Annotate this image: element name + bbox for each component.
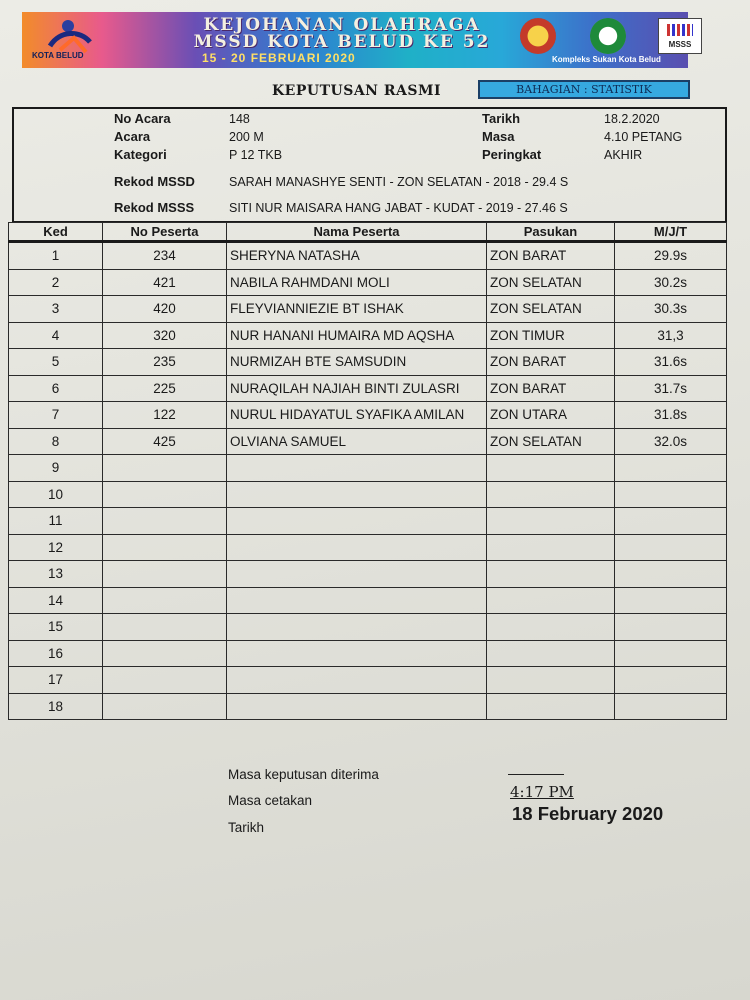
column-header-nama-peserta: Nama Peserta [227, 223, 487, 242]
acara-value: 200 M [229, 130, 264, 144]
participant-name-cell: OLVIANA SAMUEL [227, 428, 487, 455]
rekod-msss-value: SITI NUR MAISARA HANG JABAT - KUDAT - 2019 - 27.46 S [229, 201, 568, 215]
event-banner [22, 12, 692, 68]
peringkat-value: AKHIR [604, 148, 643, 162]
masa-value: 4.10 PETANG [604, 130, 683, 144]
rank-cell: 2 [9, 269, 103, 296]
table-row [9, 375, 727, 402]
time-cell [615, 667, 727, 694]
participant-name-cell [227, 455, 487, 482]
participant-number-cell [103, 587, 227, 614]
rank-cell: 6 [9, 375, 103, 402]
participant-number-cell: 420 [103, 296, 227, 323]
participant-number-cell: 225 [103, 375, 227, 402]
column-header-pasukan: Pasukan [487, 223, 615, 242]
table-row [9, 481, 727, 508]
rank-cell: 7 [9, 402, 103, 429]
time-cell: 30.3s [615, 296, 727, 323]
rank-cell: 17 [9, 667, 103, 694]
state-seal-icon [520, 18, 556, 54]
team-cell [487, 587, 615, 614]
table-row [9, 667, 727, 694]
participant-number-cell [103, 693, 227, 720]
rank-cell: 10 [9, 481, 103, 508]
received-time-label: Masa keputusan diterima [228, 767, 379, 782]
team-cell [487, 481, 615, 508]
rank-cell: 9 [9, 455, 103, 482]
rank-cell: 16 [9, 640, 103, 667]
participant-name-cell [227, 587, 487, 614]
received-time-blank-line [508, 774, 564, 775]
time-cell: 31,3 [615, 322, 727, 349]
msss-flag-icon [667, 24, 693, 36]
banner-title-line1: KEJOHANAN OLAHRAGA [203, 15, 481, 35]
no-acara-label: No Acara [114, 111, 171, 126]
time-cell: 29.9s [615, 242, 727, 270]
time-cell: 32.0s [615, 428, 727, 455]
table-row [9, 534, 727, 561]
participant-name-cell [227, 561, 487, 588]
participant-number-cell: 122 [103, 402, 227, 429]
team-cell: ZON TIMUR [487, 322, 615, 349]
team-cell: ZON SELATAN [487, 428, 615, 455]
printed-time-value: 4:17 PM [510, 783, 574, 801]
banner-dates: 15 - 20 FEBRUARI 2020 [202, 51, 356, 65]
table-row [9, 455, 727, 482]
kategori-value: P 12 TKB [229, 148, 283, 162]
date-value: 18 February 2020 [512, 803, 664, 824]
team-cell: ZON SELATAN [487, 269, 615, 296]
team-cell: ZON UTARA [487, 402, 615, 429]
participant-number-cell [103, 667, 227, 694]
participant-name-cell [227, 614, 487, 641]
team-cell: ZON BARAT [487, 375, 615, 402]
team-cell [487, 640, 615, 667]
participant-name-cell: NURMIZAH BTE SAMSUDIN [227, 349, 487, 376]
peringkat-label: Peringkat [482, 147, 542, 162]
printed-time-label: Masa cetakan [228, 793, 313, 808]
rank-cell: 15 [9, 614, 103, 641]
table-row [9, 428, 727, 455]
rank-cell: 13 [9, 561, 103, 588]
team-cell: ZON BARAT [487, 242, 615, 270]
section-badge: BAHAGIAN : STATISTIK [478, 80, 690, 99]
time-cell: 31.7s [615, 375, 727, 402]
team-cell [487, 693, 615, 720]
column-header-no-peserta: No Peserta [103, 223, 227, 242]
time-cell [615, 561, 727, 588]
table-row [9, 322, 727, 349]
table-row [9, 402, 727, 429]
event-info-box [12, 107, 727, 223]
time-cell: 31.8s [615, 402, 727, 429]
participant-number-cell [103, 561, 227, 588]
participant-name-cell: NABILA RAHMDANI MOLI [227, 269, 487, 296]
team-cell [487, 614, 615, 641]
table-row [9, 640, 727, 667]
participant-number-cell [103, 455, 227, 482]
rekod-mssd-label: Rekod MSSD [114, 174, 195, 189]
participant-name-cell [227, 534, 487, 561]
rank-cell: 3 [9, 296, 103, 323]
column-header-ked: Ked [9, 223, 103, 242]
participant-name-cell [227, 693, 487, 720]
participant-number-cell: 320 [103, 322, 227, 349]
tarikh-value: 18.2.2020 [604, 112, 660, 126]
participant-name-cell: FLEYVIANNIEZIE BT ISHAK [227, 296, 487, 323]
participant-name-cell [227, 640, 487, 667]
rank-cell: 14 [9, 587, 103, 614]
participant-number-cell: 235 [103, 349, 227, 376]
time-cell [615, 587, 727, 614]
time-cell [615, 640, 727, 667]
acara-label: Acara [114, 129, 151, 144]
participant-name-cell [227, 508, 487, 535]
table-row [9, 587, 727, 614]
participant-name-cell [227, 667, 487, 694]
table-row [9, 561, 727, 588]
page-title: KEPUTUSAN RASMI [272, 83, 441, 99]
participant-name-cell: NUR HANANI HUMAIRA MD AQSHA [227, 322, 487, 349]
participant-number-cell: 421 [103, 269, 227, 296]
team-cell [487, 455, 615, 482]
time-cell [615, 614, 727, 641]
participant-number-cell [103, 481, 227, 508]
rekod-mssd-value: SARAH MANASHYE SENTI - ZON SELATAN - 2018 - 29.4 S [229, 175, 569, 189]
tarikh-label: Tarikh [482, 111, 521, 126]
participant-name-cell [227, 481, 487, 508]
rank-cell: 8 [9, 428, 103, 455]
participant-name-cell: NURUL HIDAYATUL SYAFIKA AMILAN [227, 402, 487, 429]
rank-cell: 18 [9, 693, 103, 720]
participant-number-cell [103, 614, 227, 641]
team-cell: ZON SELATAN [487, 296, 615, 323]
time-cell [615, 534, 727, 561]
participant-number-cell: 425 [103, 428, 227, 455]
team-cell [487, 508, 615, 535]
rank-cell: 5 [9, 349, 103, 376]
participant-number-cell [103, 640, 227, 667]
msss-logo-text: MSSS [668, 40, 692, 49]
participant-number-cell: 234 [103, 242, 227, 270]
kategori-label: Kategori [114, 147, 167, 162]
participant-name-cell: SHERYNA NATASHA [227, 242, 487, 270]
time-cell: 31.6s [615, 349, 727, 376]
team-cell [487, 561, 615, 588]
time-cell [615, 481, 727, 508]
masa-label: Masa [482, 129, 515, 144]
time-cell [615, 693, 727, 720]
participant-number-cell [103, 534, 227, 561]
table-row [9, 508, 727, 535]
district-seal-icon [590, 18, 626, 54]
table-row [9, 693, 727, 720]
column-header-mjt: M/J/T [615, 223, 727, 242]
rank-cell: 4 [9, 322, 103, 349]
table-row [9, 349, 727, 376]
no-acara-value: 148 [229, 112, 250, 126]
team-cell [487, 534, 615, 561]
table-row [9, 242, 727, 270]
rank-cell: 1 [9, 242, 103, 270]
date-label: Tarikh [228, 820, 265, 835]
results-table [8, 222, 727, 720]
time-cell: 30.2s [615, 269, 727, 296]
table-row [9, 296, 727, 323]
table-row [9, 614, 727, 641]
time-cell [615, 455, 727, 482]
msss-logo [658, 18, 702, 54]
rank-cell: 12 [9, 534, 103, 561]
rank-cell: 11 [9, 508, 103, 535]
kota-belud-logo-text: KOTA BELUD [32, 51, 84, 60]
table-header-row [9, 223, 727, 242]
team-cell: ZON BARAT [487, 349, 615, 376]
table-row [9, 269, 727, 296]
team-cell [487, 667, 615, 694]
rekod-msss-label: Rekod MSSS [114, 200, 195, 215]
participant-name-cell: NURAQILAH NAJIAH BINTI ZULASRI [227, 375, 487, 402]
banner-title-line2: MSSD KOTA BELUD KE 52 [193, 32, 491, 52]
time-cell [615, 508, 727, 535]
banner-venue: Kompleks Sukan Kota Belud [552, 55, 661, 64]
participant-number-cell [103, 508, 227, 535]
